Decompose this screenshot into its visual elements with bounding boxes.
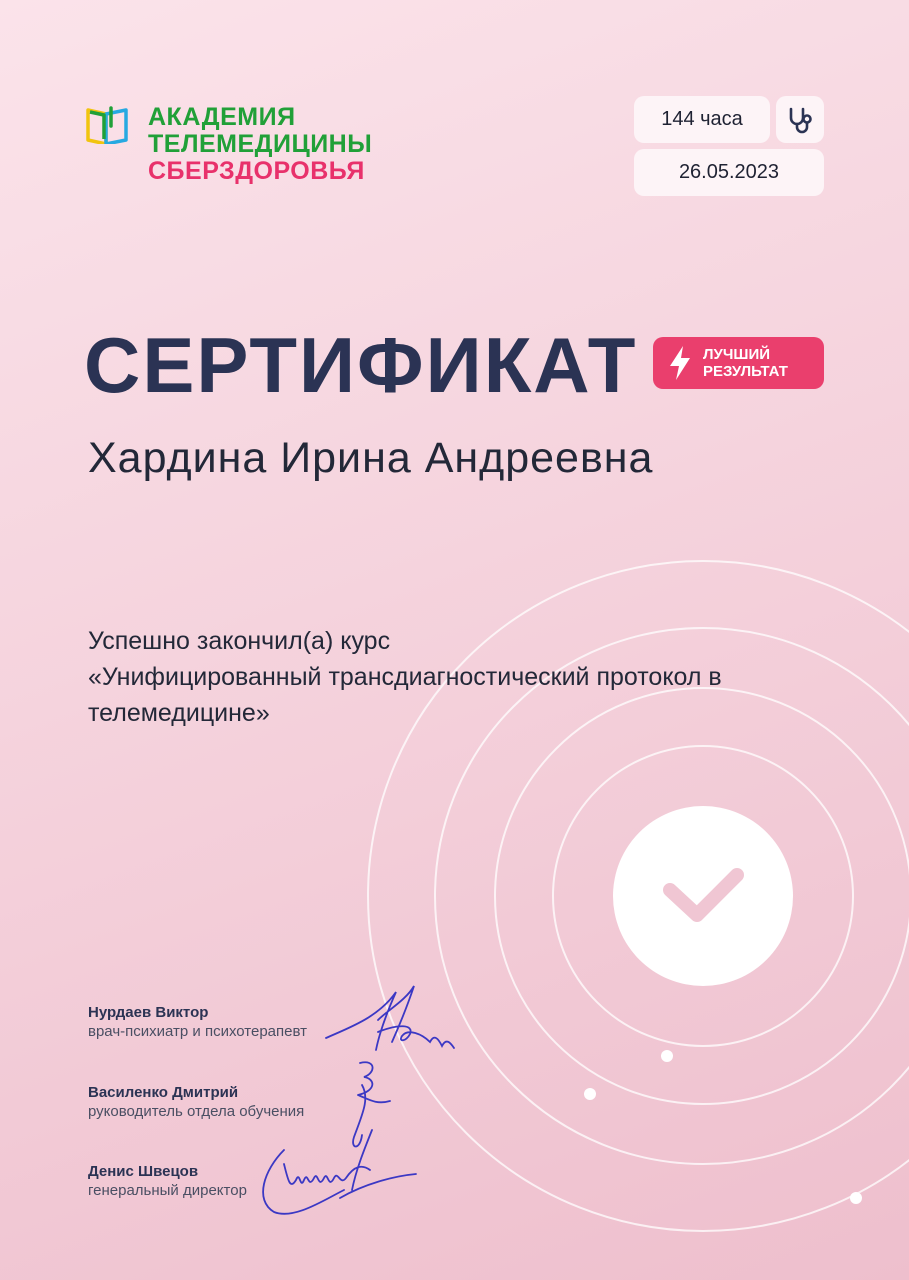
badge-label bbox=[703, 346, 788, 380]
course-completion-text bbox=[88, 623, 808, 731]
best-result-badge bbox=[653, 337, 824, 389]
course-hours: 144 часа bbox=[661, 108, 743, 130]
issue-date: 26.05.2023 bbox=[678, 161, 780, 183]
course-name-line-2: телемедицине» bbox=[88, 699, 270, 727]
badge-line-2: РЕЗУЛЬТАТ bbox=[703, 363, 788, 380]
signature-1 bbox=[318, 980, 458, 1060]
check-circle bbox=[613, 806, 793, 986]
signer-role: врач-психиатр и психотерапевт bbox=[88, 1023, 308, 1040]
academy-logo bbox=[84, 104, 372, 185]
stethoscope-icon bbox=[785, 105, 815, 135]
completion-line: Успешно закончил(а) курс bbox=[88, 627, 391, 655]
logo-line-1: АКАДЕМИЯ bbox=[148, 103, 296, 131]
ring-dot-1 bbox=[661, 1050, 673, 1062]
logo-line-2: ТЕЛЕМЕДИЦИНЫ bbox=[148, 130, 373, 158]
signer-name: Василенко Дмитрий bbox=[88, 1084, 239, 1101]
lightning-icon bbox=[667, 345, 693, 381]
ring-dot-3 bbox=[850, 1192, 862, 1204]
signer-1 bbox=[88, 1003, 307, 1041]
signature-3 bbox=[244, 1120, 424, 1220]
issue-date-box bbox=[634, 149, 824, 196]
open-book-icon bbox=[84, 104, 130, 144]
course-name-line-1: «Унифицированный трансдиагностический протокол в bbox=[88, 663, 722, 691]
signer-role: руководитель отдела обучения bbox=[88, 1103, 305, 1120]
logo-line-3: СБЕРЗДОРОВЬЯ bbox=[148, 157, 365, 185]
badge-line-1: ЛУЧШИЙ bbox=[703, 346, 771, 363]
signer-3 bbox=[88, 1162, 247, 1200]
signer-role: генеральный директор bbox=[88, 1182, 247, 1199]
signer-name: Денис Швецов bbox=[88, 1163, 199, 1180]
recipient-name: Хардина Ирина Андреевна bbox=[88, 434, 654, 482]
certificate-title: СЕРТИФИКАТ bbox=[84, 321, 638, 409]
ring-dot-2 bbox=[584, 1088, 596, 1100]
signer-2 bbox=[88, 1083, 304, 1121]
logo-wordmark bbox=[148, 104, 372, 185]
signer-name: Нурдаев Виктор bbox=[88, 1004, 209, 1021]
course-hours-box bbox=[634, 96, 770, 143]
stethoscope-box bbox=[776, 96, 824, 143]
